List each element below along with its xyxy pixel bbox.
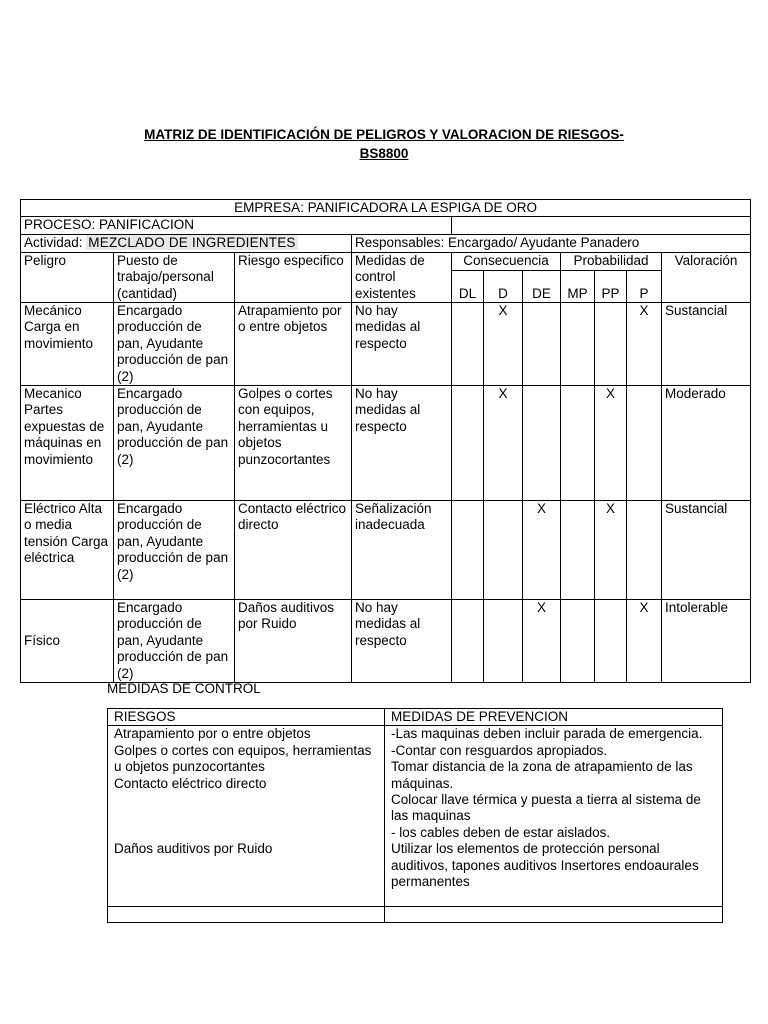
- risk-matrix-table: [20, 199, 751, 683]
- valoracion-cell: Moderado: [662, 386, 751, 501]
- mark-d: [484, 501, 523, 600]
- document-title-line2: BS8800: [359, 146, 409, 161]
- mark-de: [523, 386, 561, 501]
- mark-d: X: [484, 386, 523, 501]
- puesto-cell: Encargado producción de pan, Ayudante producción de pan (2): [114, 600, 235, 683]
- mark-pp: [595, 600, 627, 683]
- mark-mp: [561, 386, 595, 501]
- medidas-cell: Señalización inadecuada: [352, 501, 452, 600]
- mark-p: [627, 501, 662, 600]
- riesgo-cell: Atrapamiento por o entre objetos: [235, 303, 352, 386]
- medidas-cell: No hay medidas al respecto: [352, 386, 452, 501]
- header-pp: PP: [595, 270, 627, 302]
- mark-pp: X: [595, 501, 627, 600]
- table-row: [21, 600, 751, 683]
- proceso-cell: PROCESO: PANIFICACION: [21, 217, 452, 234]
- list-item: Contacto eléctrico directo: [114, 775, 267, 791]
- empresa-row: [21, 200, 751, 217]
- empresa-cell: EMPRESA: PANIFICADORA LA ESPIGA DE ORO: [21, 200, 751, 217]
- mark-de: [523, 303, 561, 386]
- puesto-cell: Encargado producción de pan, Ayudante producción de pan (2): [114, 386, 235, 501]
- header-valoracion: Valoración: [662, 252, 751, 302]
- controls-body-row: [108, 726, 723, 907]
- controls-header-row: [108, 709, 723, 726]
- valoracion-cell: Intolerable: [662, 600, 751, 683]
- riesgo-cell: Golpes o cortes con equipos, herramientas u objetos punzocortantes: [235, 386, 352, 501]
- table-row: [21, 386, 751, 501]
- table-row: [21, 303, 751, 386]
- actividad-cell: [21, 234, 352, 252]
- list-item: Utilizar los elementos de protección personal auditivos, tapones auditivos Insertores endoaurales permanentes: [391, 841, 699, 890]
- mark-mp: [561, 303, 595, 386]
- valoracion-cell: Sustancial: [662, 501, 751, 600]
- mark-p: X: [627, 600, 662, 683]
- riesgo-cell: Contacto eléctrico directo: [235, 501, 352, 600]
- actividad-label: Actividad:: [24, 234, 83, 250]
- list-item: - los cables deben de estar aislados.: [391, 824, 611, 840]
- header-consecuencia: Consecuencia: [452, 252, 561, 270]
- header-d: D: [484, 270, 523, 302]
- header-mp: MP: [561, 270, 595, 302]
- valoracion-cell: Sustancial: [662, 303, 751, 386]
- header-puesto: Puesto de trabajo/personal (cantidad): [114, 252, 235, 302]
- mark-de: X: [523, 600, 561, 683]
- header-de: DE: [523, 270, 561, 302]
- header-p: P: [627, 270, 662, 302]
- control-measures-table: [107, 708, 723, 923]
- list-item: Daños auditivos por Ruido: [114, 841, 273, 857]
- list-item: Atrapamiento por o entre objetos: [114, 726, 311, 742]
- mark-dl: [452, 303, 484, 386]
- medidas-cell: No hay medidas al respecto: [352, 600, 452, 683]
- list-item: -Contar con resguardos apropiados.: [391, 742, 608, 758]
- peligro-cell: Físico: [21, 600, 114, 683]
- mark-dl: [452, 386, 484, 501]
- mark-dl: [452, 600, 484, 683]
- riesgo-cell: Daños auditivos por Ruido: [235, 600, 352, 683]
- medidas-list-cell: [385, 726, 723, 907]
- empty-cell: [108, 907, 385, 923]
- header-medidas-prevencion: MEDIDAS DE PREVENCION: [385, 709, 723, 726]
- header-riesgos: RIESGOS: [108, 709, 385, 726]
- peligro-cell: Mecánico Carga en movimiento: [21, 303, 114, 386]
- mark-p: [627, 386, 662, 501]
- list-item: Colocar llave térmica y puesta a tierra al sistema de las maquinas: [391, 792, 701, 824]
- header-probabilidad: Probabilidad: [561, 252, 662, 270]
- list-item: Tomar distancia de la zona de atrapamiento de las máquinas.: [391, 759, 693, 791]
- header-medidas: Medidas de control existentes: [352, 252, 452, 302]
- table-row: [21, 501, 751, 600]
- puesto-cell: Encargado producción de pan, Ayudante producción de pan (2): [114, 501, 235, 600]
- header-peligro: Peligro: [21, 252, 114, 302]
- mark-pp: X: [595, 386, 627, 501]
- mark-pp: [595, 303, 627, 386]
- mark-p: X: [627, 303, 662, 386]
- document-title-line1: MATRIZ DE IDENTIFICACIÓN DE PELIGROS Y VALORACION DE RIESGOS-: [144, 127, 624, 142]
- empty-cell: [385, 907, 723, 923]
- responsables-cell: Responsables: Encargado/ Ayudante Panadero: [352, 234, 751, 252]
- header-riesgo: Riesgo especifico: [235, 252, 352, 302]
- actividad-value: MEZCLADO DE INGREDIENTES: [88, 234, 296, 250]
- list-item: -Las maquinas deben incluir parada de emergencia.: [391, 726, 703, 742]
- mark-de: X: [523, 501, 561, 600]
- controls-empty-row: [108, 907, 723, 923]
- peligro-cell: Eléctrico Alta o media tensión Carga eléctrica: [21, 501, 114, 600]
- puesto-cell: Encargado producción de pan, Ayudante producción de pan (2): [114, 303, 235, 386]
- proceso-empty-cell: [452, 217, 751, 234]
- peligro-cell: Mecanico Partes expuestas de máquinas en movimiento: [21, 386, 114, 501]
- mark-dl: [452, 501, 484, 600]
- medidas-cell: No hay medidas al respecto: [352, 303, 452, 386]
- header-dl: DL: [452, 270, 484, 302]
- mark-mp: [561, 501, 595, 600]
- header-row: [21, 252, 751, 270]
- mark-mp: [561, 600, 595, 683]
- actividad-row: [21, 234, 751, 252]
- mark-d: [484, 600, 523, 683]
- list-item: Golpes o cortes con equipos, herramientas u objetos punzocortantes: [114, 742, 372, 775]
- proceso-row: [21, 217, 751, 234]
- medidas-de-control-heading: MEDIDAS DE CONTROL: [107, 681, 261, 696]
- riesgos-list-cell: [108, 726, 385, 907]
- mark-d: X: [484, 303, 523, 386]
